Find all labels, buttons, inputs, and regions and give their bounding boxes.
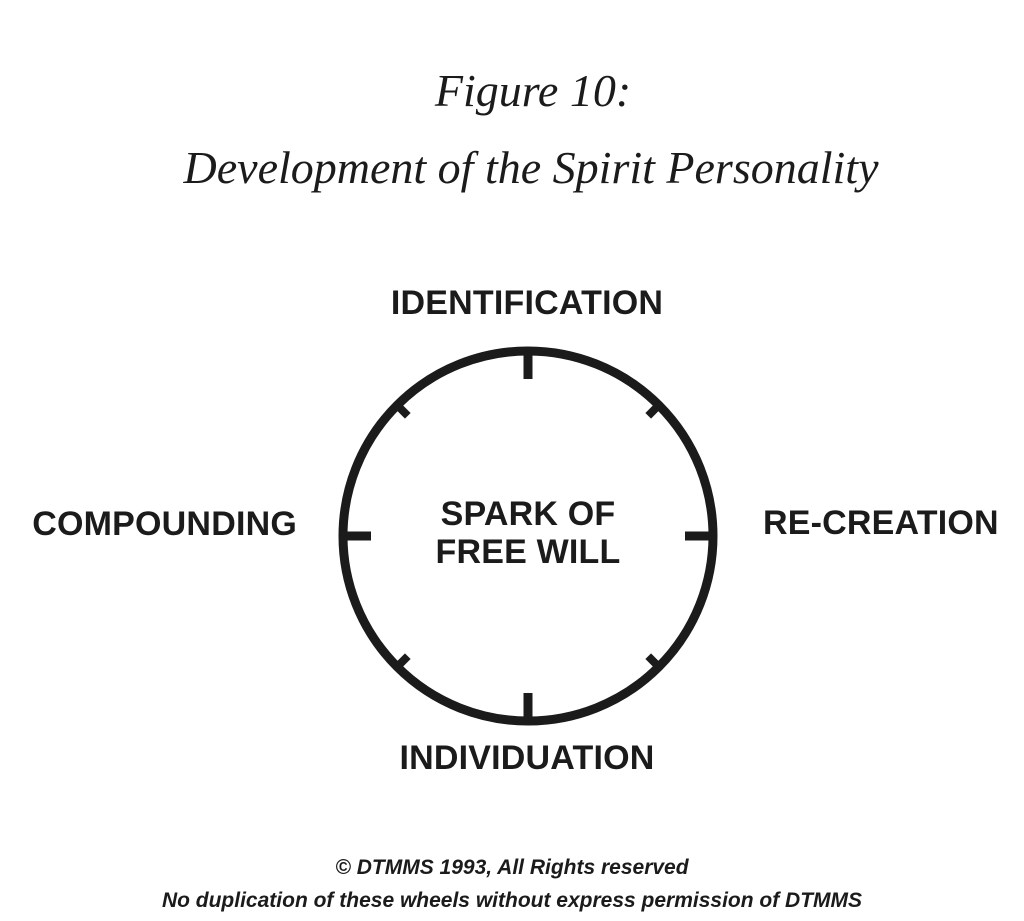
copyright-line: © DTMMS 1993, All Rights reserved [335, 856, 689, 879]
tick-southwest [397, 656, 408, 667]
copyright-notice [0, 851, 1024, 917]
tick-southeast [648, 656, 659, 667]
wheel-center-label [436, 495, 621, 571]
wheel-label-identification: IDENTIFICATION [390, 284, 664, 322]
wheel-label-individuation: INDIVIDUATION [399, 739, 655, 777]
figure-title: Development of the Spirit Personality [183, 142, 879, 193]
tick-northwest [397, 405, 408, 416]
tick-northeast [648, 405, 659, 416]
wheel-label-re-creation: RE-CREATION [763, 504, 999, 542]
duplication-notice-line: No duplication of these wheels without express permission of DTMMS [161, 889, 863, 912]
wheel-label-compounding: COMPOUNDING [32, 505, 297, 543]
figure-number-title: Figure 10: [434, 65, 632, 116]
wheel-center-label-line1: SPARK OF [440, 495, 616, 533]
wheel-center-label-line2: FREE WILL [435, 533, 621, 571]
